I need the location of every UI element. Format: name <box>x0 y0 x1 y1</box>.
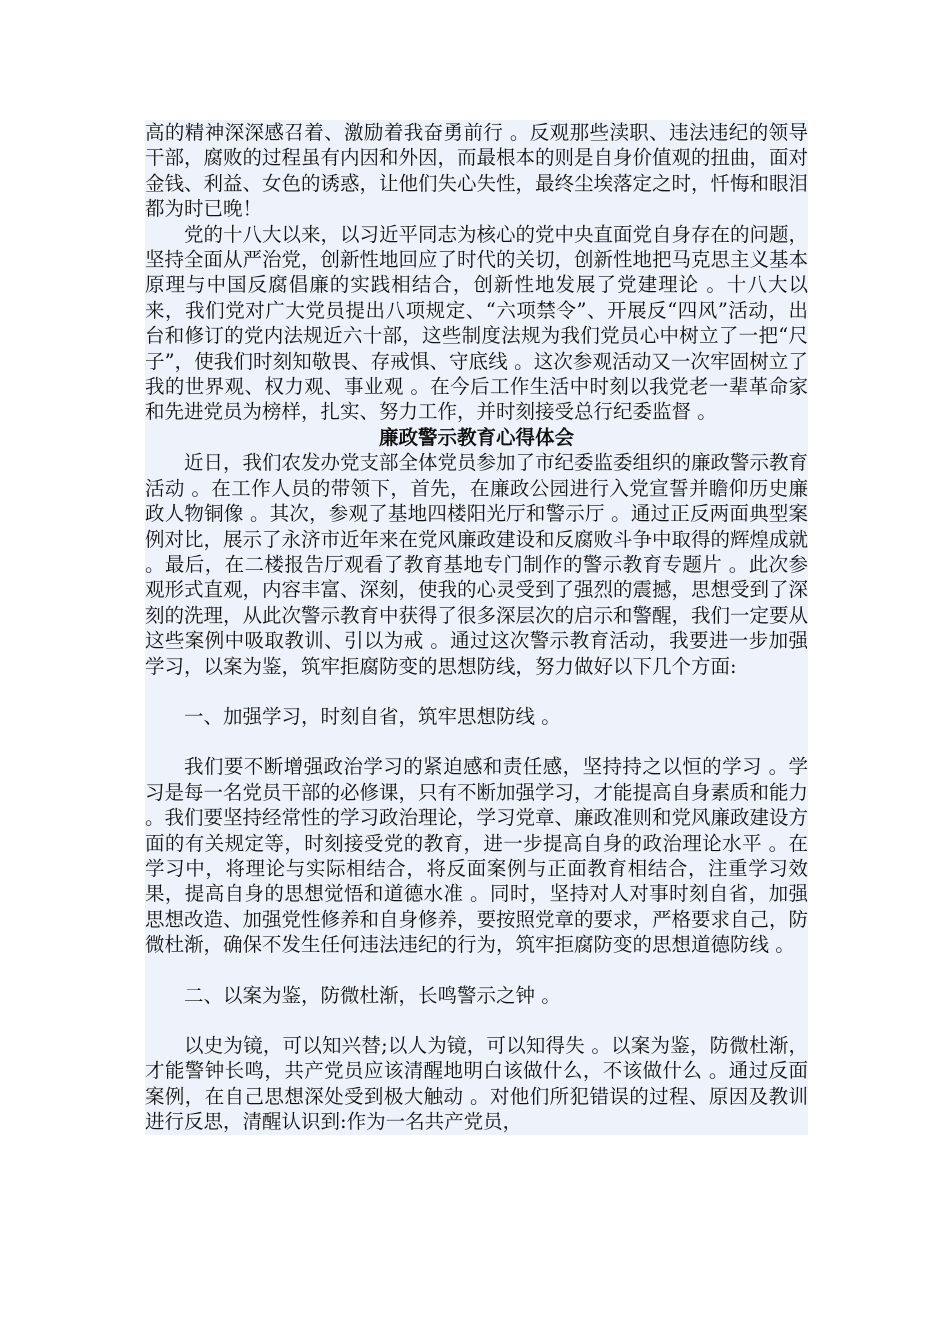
paragraph-1: 高的精神深深感召着、激励着我奋勇前行 。反观那些渎职、违法违纪的领导干部，腐败的过程虽有内因和外因，而最根本的则是自身价值观的扭曲，面对金钱、利益、女色的诱惑，让他们失心失性，最终尘埃落定之时，忏悔和眼泪都为时已晚！ <box>145 121 809 221</box>
spacer <box>145 679 808 704</box>
spacer <box>145 1008 808 1033</box>
document-body <box>145 120 808 1135</box>
section-title: 廉政警示教育心得体会 <box>378 425 574 449</box>
subheading-2: 二、以案为鉴，防微杜渐，长鸣警示之钟 。 <box>184 983 561 1007</box>
paragraph-3: 近日，我们农发办党支部全体党员参加了市纪委监委组织的廉政警示教育活动 。在工作人员的带领下，首先，在廉政公园进行入党宣誓并瞻仰历史廉政人物铜像 。其次，参观了基地四楼阳光厅和警示厅 。通过正反两面典型案例对比，展示了永济市近年来在党风廉政建设和反腐败斗争中取得的辉煌成就 。最后，在二楼报告厅观看了教育基地专门制作的警示教育专题片 。此次参观形式直观，内容丰富、深刻，使我的心灵受到了强烈的震撼，思想受到了深刻的洗理，从此次警示教育中获得了很多深层次的启示和警醒，我们一定要从这些案例中吸取教训、引以为戒 。通过这次警示教育活动，我要进一步加强学习，以案为鉴，筑牢拒腐防变的思想防线，努力做好以下几个方面: <box>145 451 809 678</box>
paragraph-2: 党的十八大以来，以习近平同志为核心的党中央直面党自身存在的问题，坚持全面从严治党，创新性地回应了时代的关切，创新性地把马克思主义基本原理与中国反腐倡廉的实践相结合，创新性地发展了党建理论 。十八大以来，我们党对广大党员提出八项规定、“六项禁令”、开展反“四风”活动，出台和修订的党内法规近六十部，这些制度法规为我们党员心中树立了一把“尺子”，使我们时刻知敬畏、存戒惧、守底线 。这次参观活动又一次牢固树立了我的世界观、权力观、事业观 。在今后工作生活中时刻以我党老一辈革命家和先进党员为榜样，扎实、努力工作，并时刻接受总行纪委监督 。 <box>145 222 809 424</box>
paragraph-4: 我们要不断增强政治学习的紧迫感和责任感，坚持持之以恒的学习 。学习是每一名党员干部的必修课，只有不断加强学习，才能提高自身素质和能力 。我们要坚持经常性的学习政治理论，学习党章、廉政准则和党风廉政建设方面的有关规定等，时刻接受党的教育，进一步提高自身的政治理论水平 。在学习中，将理论与实际相结合，将反面案例与正面教育相结合，注重学习效果，提高自身的思想觉悟和道德水准 。同时，坚持对人对事时刻自省，加强思想改造、加强党性修养和自身修养，要按照党章的要求，严格要求自己，防微杜渐，确保不发生任何违法违纪的行为，筑牢拒腐防变的思想道德防线 。 <box>145 755 809 957</box>
subheading-1: 一、加强学习，时刻自省，筑牢思想防线 。 <box>184 704 561 728</box>
paragraph-5: 以史为镜，可以知兴替;以人为镜，可以知得失 。以案为鉴，防微杜渐，才能警钟长鸣，共产党员应该清醒地明白该做什么，不该做什么 。通过反面案例，在自己思想深处受到极大触动 。对他们所犯错误的过程、原因及教训进行反思，清醒认识到:作为一名共产党员， <box>145 1034 808 1134</box>
spacer <box>145 958 808 983</box>
spacer <box>145 729 808 754</box>
